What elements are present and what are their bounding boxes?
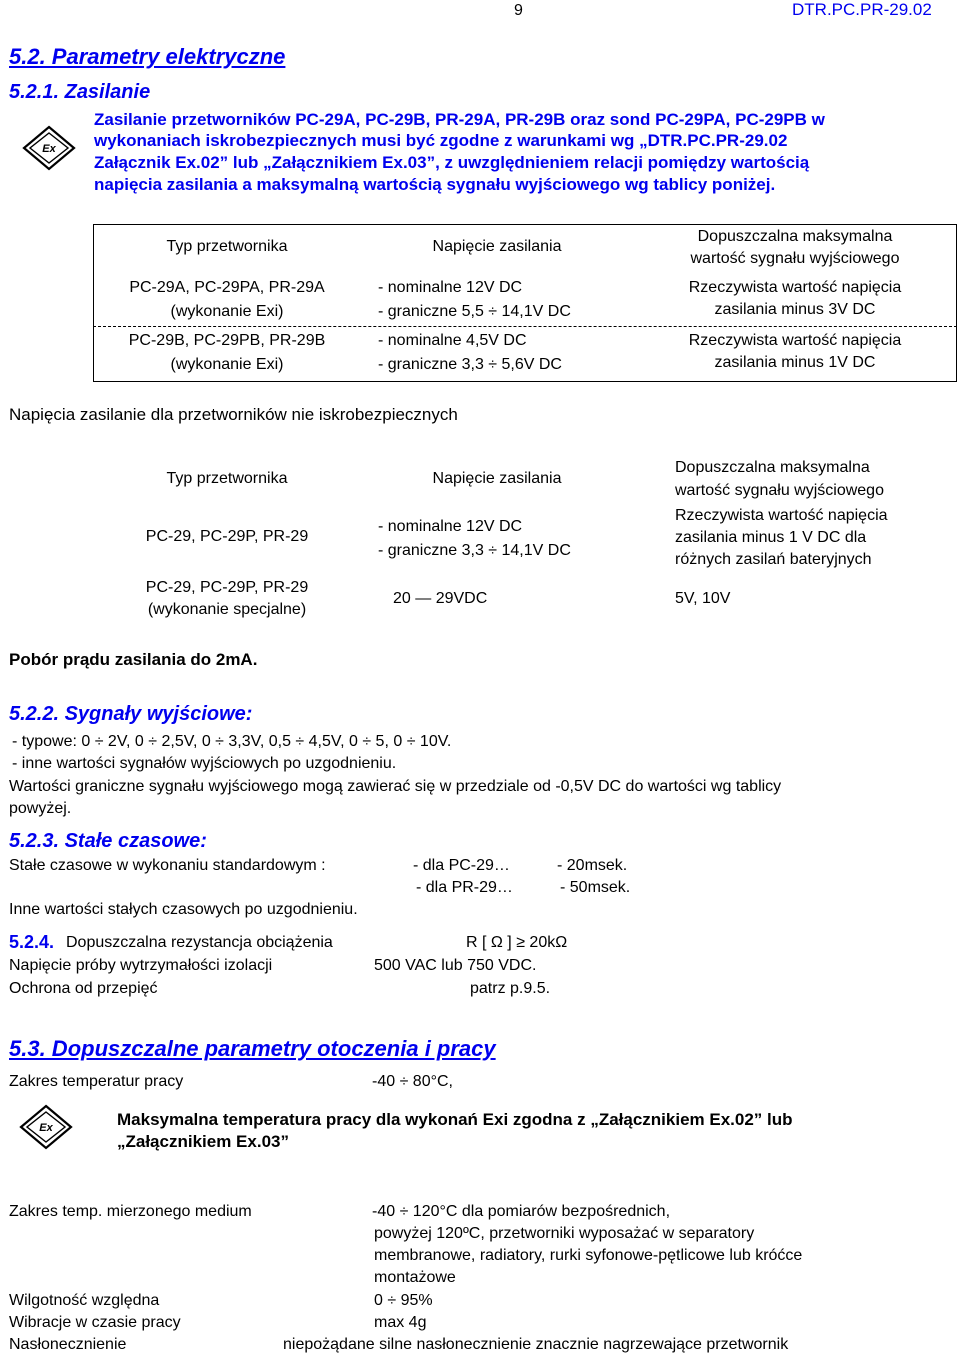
humidity-label: Wilgotność względna — [9, 1292, 160, 1309]
humidity-value: 0 ÷ 95% — [374, 1292, 433, 1309]
table1-col-voltage-header: Napięcie zasilania — [432, 238, 562, 255]
operating-temp-label: Zakres temperatur pracy — [9, 1073, 184, 1090]
ex-temp-note-line-1: Maksymalna temperatura pracy dla wykonań Exi zgodna z „Załącznikiem Ex.02” lub — [117, 1110, 793, 1129]
zasilanie-line-2: wykonaniach iskrobezpiecznych musi być zgodne z warunkami wg „DTR.PC.PR-29.02 — [94, 131, 788, 150]
table2-col-output-header-2: wartość sygnału wyjściowego — [675, 482, 884, 499]
table2-col-type-header: Typ przetwornika — [166, 470, 288, 487]
insulation-test-value: 500 VAC lub 750 VDC. — [374, 957, 537, 974]
svg-text:Ex: Ex — [42, 143, 56, 155]
section-5-2-title: 5.2. Parametry elektryczne — [9, 44, 286, 69]
table1-row1-out-1: Rzeczywista wartość napięcia — [688, 279, 902, 296]
section-5-2-1-title: 5.2.1. Zasilanie — [9, 81, 151, 103]
table1-row2-out-1: Rzeczywista wartość napięcia — [688, 332, 902, 349]
output-signals-other: - inne wartości sygnałów wyjściowych po uzgodnieniu. — [12, 755, 397, 772]
table2-row2-type-2: (wykonanie specjalne) — [147, 601, 307, 618]
table2-row2-volt: 20 — 29VDC — [393, 590, 488, 607]
vibration-value: max 4g — [374, 1314, 427, 1331]
table1-col-output-header-1: Dopuszczalna maksymalna — [697, 228, 893, 245]
table1-col-type-header: Typ przetwornika — [166, 238, 288, 255]
section-5-2-3-title: 5.2.3. Stałe czasowe: — [9, 830, 207, 852]
medium-temp-value-4: montażowe — [374, 1269, 456, 1286]
operating-temp-value: -40 ÷ 80°C, — [372, 1073, 453, 1090]
table1-row1-volt-2: - graniczne 5,5 ÷ 14,1V DC — [378, 303, 571, 320]
time-constant-pc29-value: - 20msek. — [557, 857, 628, 874]
table2-row1-volt-1: - nominalne 12V DC — [378, 518, 523, 535]
time-constants-other: Inne wartości stałych czasowych po uzgodnieniu. — [9, 901, 358, 918]
table2-row2-type-1: PC-29, PC-29P, PR-29 — [145, 579, 309, 596]
doc-code: DTR.PC.PR-29.02 — [792, 0, 932, 19]
medium-temp-label: Zakres temp. mierzonego medium — [9, 1203, 252, 1220]
table1-row1-type-1: PC-29A, PC-29PA, PR-29A — [129, 279, 325, 296]
table2-row1-volt-2: - graniczne 3,3 ÷ 14,1V DC — [378, 542, 571, 559]
surge-protection-value: patrz p.9.5. — [470, 980, 551, 997]
time-constant-pr29: - dla PR-29… — [416, 879, 513, 896]
section-5-2-2-title: 5.2.2. Sygnały wyjściowe: — [9, 703, 253, 725]
table2-row2-out: 5V, 10V — [675, 590, 731, 607]
ex-temp-note-line-2: „Załącznikiem Ex.03” — [117, 1132, 289, 1151]
section-5-3-title: 5.3. Dopuszczalne parametry otoczenia i pracy — [9, 1036, 496, 1061]
table2-title: Napięcia zasilanie dla przetworników nie iskrobezpiecznych — [9, 405, 458, 424]
load-resistance-value: R [ Ω ] ≥ 20kΩ — [466, 934, 568, 951]
output-limits-line-2: powyżej. — [9, 800, 72, 817]
sunlight-label: Nasłonecznienie — [9, 1336, 127, 1353]
medium-temp-value-2: powyżej 120ºC, przetworniki wyposażać w separatory — [374, 1225, 755, 1242]
table2-col-output-header-1: Dopuszczalna maksymalna — [675, 459, 870, 476]
vibration-label: Wibracje w czasie pracy — [9, 1314, 181, 1331]
time-constant-pc29: - dla PC-29… — [413, 857, 510, 874]
table1-row2-type-1: PC-29B, PC-29PB, PR-29B — [128, 332, 326, 349]
current-consumption-note: Pobór prądu zasilania do 2mA. — [9, 650, 258, 669]
table1-row2-out-2: zasilania minus 1V DC — [714, 354, 876, 371]
table-row-divider — [93, 326, 957, 327]
zasilanie-line-3: Załącznik Ex.02” lub „Załącznikiem Ex.03”, z uwzględnieniem relacji pomiędzy wartością — [94, 153, 810, 172]
table2-col-voltage-header: Napięcie zasilania — [432, 470, 562, 487]
zasilanie-line-1: Zasilanie przetworników PC-29A, PC-29B, PR-29A, PR-29B oraz sond PC-29PA, PC-29PB w — [94, 110, 825, 129]
table2-row1-type: PC-29, PC-29P, PR-29 — [145, 528, 309, 545]
page-number: 9 — [514, 2, 523, 19]
output-signals-typical: - typowe: 0 ÷ 2V, 0 ÷ 2,5V, 0 ÷ 3,3V, 0,5 ÷ 4,5V, 0 ÷ 5, 0 ÷ 10V. — [12, 733, 452, 750]
load-resistance-label: Dopuszczalna rezystancja obciążenia — [66, 934, 333, 951]
sunlight-value: niepożądane silne nasłonecznienie znacznie nagrzewające przetwornik — [283, 1336, 789, 1353]
table1-row1-type-2: (wykonanie Exi) — [170, 303, 284, 320]
ex-atex-icon — [18, 1104, 74, 1150]
output-limits-line-1: Wartości graniczne sygnału wyjściowego mogą zawierać się w przedziale od -0,5V DC do wartości wg tablicy — [9, 778, 782, 795]
zasilanie-line-4: napięcia zasilania a maksymalną wartością sygnału wyjściowego wg tablicy poniżej. — [94, 175, 776, 194]
table1-row1-volt-1: - nominalne 12V DC — [378, 279, 523, 296]
time-constants-label: Stałe czasowe w wykonaniu standardowym : — [9, 857, 326, 874]
table1-col-output-header-2: wartość sygnału wyjściowego — [690, 250, 900, 267]
table2-row1-out-1: Rzeczywista wartość napięcia — [675, 507, 888, 524]
ex-atex-icon — [22, 125, 76, 171]
section-5-2-4-number: 5.2.4. — [9, 932, 55, 952]
time-constant-pr29-value: - 50msek. — [560, 879, 631, 896]
table1-row2-volt-1: - nominalne 4,5V DC — [378, 332, 527, 349]
surge-protection-label: Ochrona od przepięć — [9, 980, 158, 997]
insulation-test-label: Napięcie próby wytrzymałości izolacji — [9, 957, 273, 974]
table1-row1-out-2: zasilania minus 3V DC — [714, 301, 876, 318]
table2-row1-out-2: zasilania minus 1 V DC dla — [675, 529, 867, 546]
svg-text:Ex: Ex — [39, 1122, 53, 1134]
medium-temp-value-3: membranowe, radiatory, rurki syfonowe-pętlicowe lub króćce — [374, 1247, 803, 1264]
medium-temp-value-1: -40 ÷ 120°C dla pomiarów bezpośrednich, — [372, 1203, 671, 1220]
table2-row1-out-3: różnych zasilań bateryjnych — [675, 551, 872, 568]
table1-row2-volt-2: - graniczne 3,3 ÷ 5,6V DC — [378, 356, 562, 373]
table1-row2-type-2: (wykonanie Exi) — [170, 356, 284, 373]
